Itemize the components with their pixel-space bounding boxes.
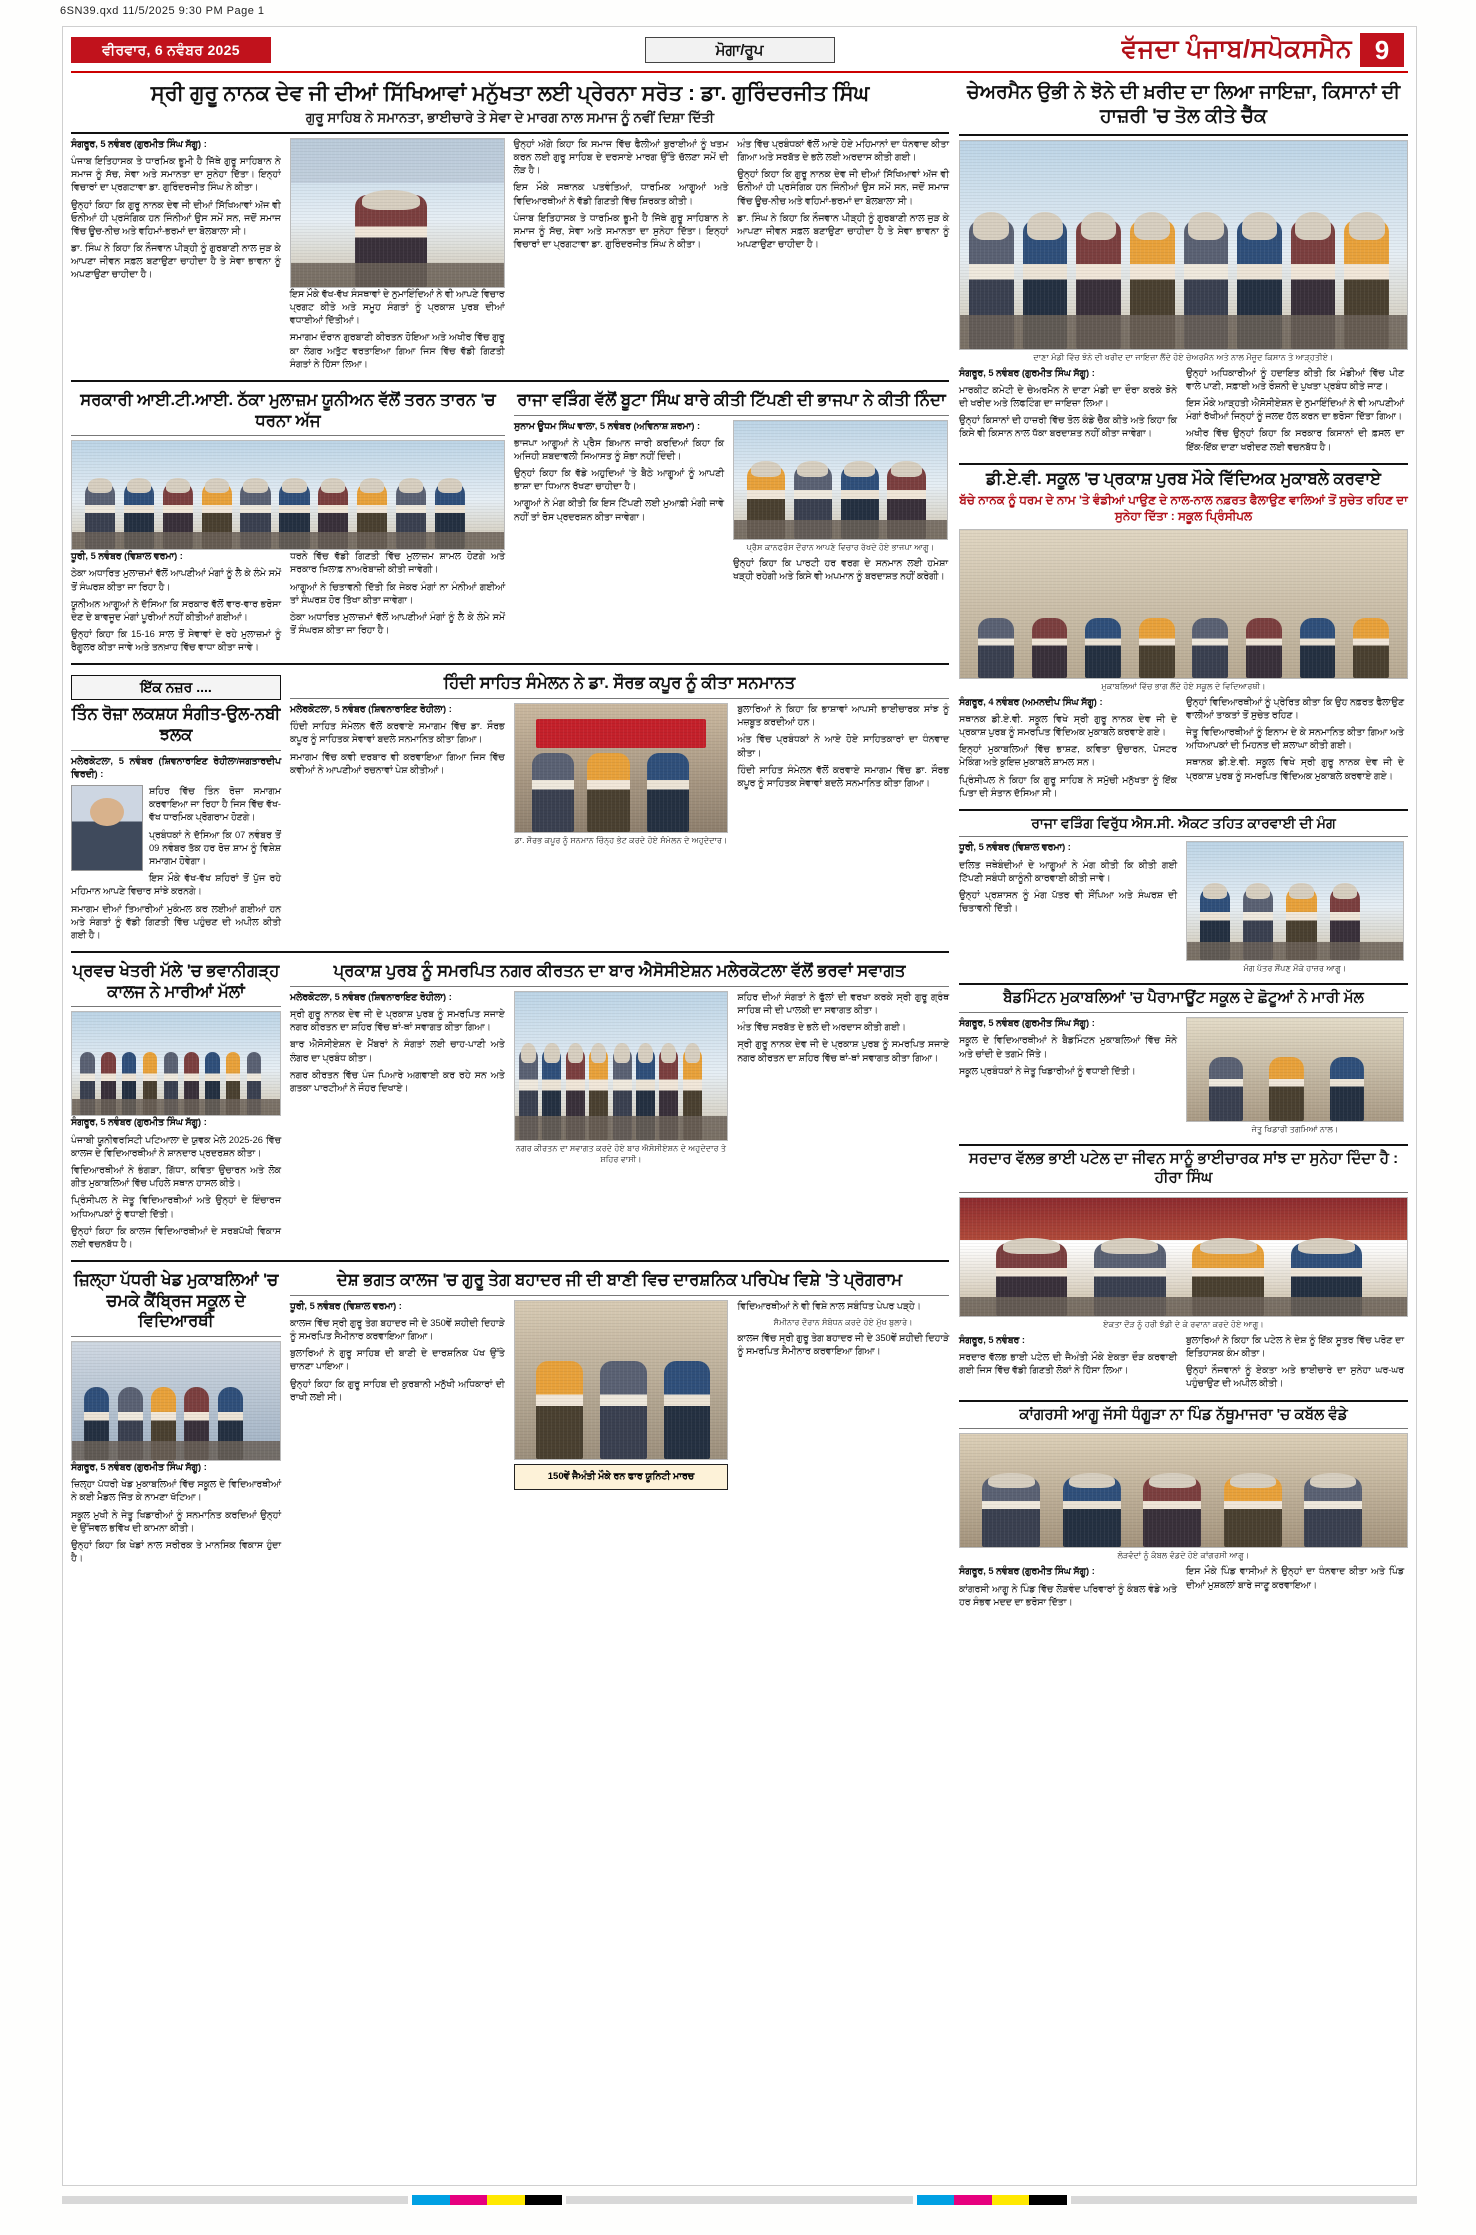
dateline: ਸੰਗਰੂਰ, 4 ਨਵੰਬਰ (ਅਮਨਦੀਪ ਸਿੰਘ ਸੱਗੂ) : bbox=[959, 696, 1103, 707]
story-headline: ਸਰਕਾਰੀ ਆਈ.ਟੀ.ਆਈ. ਠੱਕਾ ਮੁਲਾਜ਼ਮ ਯੂਨੀਅਨ ਵੱਲੋਂ ਤਰਨ ਤਾਰਨ 'ਚ ਧਰਨਾ ਅੱਜ bbox=[80, 390, 496, 430]
paragraph: ਸਕੂਲ ਮੁਖੀ ਨੇ ਜੇਤੂ ਖਿਡਾਰੀਆਂ ਨੂੰ ਸਨਮਾਨਿਤ ਕਰਦਿਆਂ ਉਨ੍ਹਾਂ ਦੇ ਉੱਜਵਲ ਭਵਿੱਖ ਦੀ ਕਾਮਨਾ ਕੀਤੀ। bbox=[71, 1509, 281, 1533]
dateline: ਸੰਗਰੂਰ, 5 ਨਵੰਬਰ (ਗੁਰਮੀਤ ਸਿੰਘ ਸੱਗੂ) : bbox=[959, 1018, 1095, 1029]
photo-caption: ਜੇਤੂ ਖਿਡਾਰੀ ਤਗਮਿਆਂ ਨਾਲ। bbox=[1251, 1125, 1339, 1135]
photo-caption: ਮੰਗ ਪੱਤਰ ਸੌਂਪਣ ਮੌਕੇ ਹਾਜ਼ਰ ਆਗੂ। bbox=[1243, 964, 1347, 974]
paragraph: ਪੰਜਾਬ ਇਤਿਹਾਸਕ ਤੇ ਧਾਰਮਿਕ ਭੂਮੀ ਹੈ ਜਿੱਥੇ ਗੁਰੂ ਸਾਹਿਬਾਨ ਨੇ ਸਮਾਜ ਨੂੰ ਸੱਚ, ਸੇਵਾ ਅਤੇ ਸਮਾਨਤਾ ਦਾ ਸੁਨੇਹਾ ਦਿੱਤਾ। ਇਨ੍ਹਾਂ ਵਿਚਾਰਾਂ ਦਾ ਪ੍ਰਗਟਾਵਾ ਡਾ. ਗੁਰਿੰਦਰਜੀਤ ਸਿੰਘ ਨੇ ਕੀਤਾ। bbox=[513, 212, 729, 250]
page-sheet bbox=[62, 26, 1417, 2186]
paragraph: ਉਨ੍ਹਾਂ ਕਿਹਾ ਕਿ ਗੁਰੂ ਨਾਨਕ ਦੇਵ ਜੀ ਦੀਆਂ ਸਿੱਖਿਆਵਾਂ ਅੱਜ ਵੀ ਓਨੀਆਂ ਹੀ ਪ੍ਰਸੰਗਿਕ ਹਨ ਜਿੰਨੀਆਂ ਉਸ ਸਮੇਂ ਸਨ, ਜਦੋਂ ਸਮਾਜ ਵਿੱਚ ਊਚ-ਨੀਚ ਅਤੇ ਵਹਿਮਾਂ-ਭਰਮਾਂ ਦਾ ਬੋਲਬਾਲਾ ਸੀ। bbox=[71, 199, 281, 236]
paragraph: ਡਾ. ਸਿੰਘ ਨੇ ਕਿਹਾ ਕਿ ਨੌਜਵਾਨ ਪੀੜ੍ਹੀ ਨੂੰ ਗੁਰਬਾਣੀ ਨਾਲ ਜੁੜ ਕੇ ਆਪਣਾ ਜੀਵਨ ਸਫ਼ਲ ਬਣਾਉਣਾ ਚਾਹੀਦਾ ਹੈ ਤੇ ਸੇਵਾ ਭਾਵਨਾ ਨੂੰ ਅਪਣਾਉਣਾ ਚਾਹੀਦਾ ਹੈ। bbox=[71, 243, 281, 280]
paragraph: ਸ਼ਹਿਰ ਵਿੱਚ ਤਿੰਨ ਰੋਜ਼ਾ ਸਮਾਗਮ ਕਰਵਾਇਆ ਜਾ ਰਿਹਾ ਹੈ ਜਿਸ ਵਿੱਚ ਵੱਖ-ਵੱਖ ਧਾਰਮਿਕ ਪ੍ਰੋਗਰਾਮ ਹੋਣਗੇ। bbox=[149, 786, 281, 823]
story-headline: ਦੇਸ਼ ਭਗਤ ਕਾਲਜ 'ਚ ਗੁਰੂ ਤੇਗ ਬਹਾਦਰ ਜੀ ਦੀ ਬਾਣੀ ਵਿਚ ਦਾਰਸ਼ਨਿਕ ਪਰਿਪੇਖ ਵਿਸ਼ੇ 'ਤੇ ਪ੍ਰੋਗਰਾਮ bbox=[336, 1271, 903, 1290]
story-headline: ਹਿੰਦੀ ਸਾਹਿਤ ਸੰਮੇਲਨ ਨੇ ਡਾ. ਸੌਰਭ ਕਪੂਰ ਨੂੰ ਕੀਤਾ ਸਨਮਾਨਤ bbox=[443, 674, 796, 693]
lead-row bbox=[71, 138, 949, 375]
dateline: ਸੰਗਰੂਰ, 5 ਨਵੰਬਰ (ਗੁਰਮੀਤ ਸਿੰਘ ਸੱਗੂ) : bbox=[71, 1461, 207, 1472]
paragraph: ਡਾ. ਸਿੰਘ ਨੇ ਕਿਹਾ ਕਿ ਨੌਜਵਾਨ ਪੀੜ੍ਹੀ ਨੂੰ ਗੁਰਬਾਣੀ ਨਾਲ ਜੁੜ ਕੇ ਆਪਣਾ ਜੀਵਨ ਸਫ਼ਲ ਬਣਾਉਣਾ ਚਾਹੀਦਾ ਹੈ ਤੇ ਸੇਵਾ ਭਾਵਨਾ ਨੂੰ ਅਪਣਾਉਣਾ ਚਾਹੀਦਾ ਹੈ। bbox=[737, 212, 949, 250]
portrait-photo bbox=[71, 785, 143, 871]
paragraph: ਸ੍ਰੀ ਗੁਰੂ ਨਾਨਕ ਦੇਵ ਜੀ ਦੇ ਪ੍ਰਕਾਸ਼ ਪੁਰਬ ਨੂੰ ਸਮਰਪਿਤ ਸਜਾਏ ਨਗਰ ਕੀਰਤਨ ਦਾ ਸ਼ਹਿਰ ਵਿੱਚ ਥਾਂ-ਥਾਂ ਸਵਾਗਤ ਕੀਤਾ ਗਿਆ। bbox=[290, 1008, 505, 1033]
story-raja bbox=[514, 386, 949, 659]
paragraph: ਠੇਕਾ ਅਧਾਰਿਤ ਮੁਲਾਜ਼ਮਾਂ ਵੱਲੋਂ ਆਪਣੀਆਂ ਮੰਗਾਂ ਨੂੰ ਲੈ ਕੇ ਲੰਮੇ ਸਮੇਂ ਤੋਂ ਸੰਘਰਸ਼ ਕੀਤਾ ਜਾ ਰਿਹਾ ਹੈ। bbox=[71, 568, 281, 592]
paragraph: ਇਨ੍ਹਾਂ ਮੁਕਾਬਲਿਆਂ ਵਿੱਚ ਭਾਸ਼ਣ, ਕਵਿਤਾ ਉਚਾਰਨ, ਪੋਸਟਰ ਮੇਕਿੰਗ ਅਤੇ ਕੁਇਜ਼ ਮੁਕਾਬਲੇ ਸ਼ਾਮਲ ਸਨ। bbox=[959, 744, 1177, 768]
photo-caption: ਪ੍ਰੈਸ ਕਾਨਫਰੰਸ ਦੌਰਾਨ ਆਪਣੇ ਵਿਚਾਰ ਰੱਖਦੇ ਹੋਏ ਭਾਜਪਾ ਆਗੂ। bbox=[746, 542, 935, 552]
dateline: ਧੂਰੀ, 5 ਨਵੰਬਰ (ਵਿਸ਼ਾਲ ਵਰਮਾ) : bbox=[71, 551, 183, 562]
story-hindi bbox=[290, 669, 949, 946]
paragraph: ਅਖੀਰ ਵਿੱਚ ਉਨ੍ਹਾਂ ਕਿਹਾ ਕਿ ਸਰਕਾਰ ਕਿਸਾਨਾਂ ਦੀ ਫ਼ਸਲ ਦਾ ਇੱਕ-ਇੱਕ ਦਾਣਾ ਖਰੀਦਣ ਲਈ ਵਚਨਬੱਧ ਹੈ। bbox=[1186, 428, 1404, 452]
paragraph: ਪੰਜਾਬ ਇਤਿਹਾਸਕ ਤੇ ਧਾਰਮਿਕ ਭੂਮੀ ਹੈ ਜਿੱਥੇ ਗੁਰੂ ਸਾਹਿਬਾਨ ਨੇ ਸਮਾਜ ਨੂੰ ਸੱਚ, ਸੇਵਾ ਅਤੇ ਸਮਾਨਤਾ ਦਾ ਸੁਨੇਹਾ ਦਿੱਤਾ। ਇਨ੍ਹਾਂ ਵਿਚਾਰਾਂ ਦਾ ਪ੍ਰਗਟਾਵਾ ਡਾ. ਗੁਰਿੰਦਰਜੀਤ ਸਿੰਘ ਨੇ ਕੀਤਾ। bbox=[71, 155, 281, 193]
story-ito bbox=[71, 386, 505, 659]
paragraph: ਹਿੰਦੀ ਸਾਹਿਤ ਸੰਮੇਲਨ ਵੱਲੋਂ ਕਰਵਾਏ ਸਮਾਗਮ ਵਿੱਚ ਡਾ. ਸੌਰਭ ਕਪੂਰ ਨੂੰ ਸਾਹਿਤਕ ਸੇਵਾਵਾਂ ਬਦਲੇ ਸਨਮਾਨਿਤ ਕੀਤਾ ਗਿਆ। bbox=[737, 764, 950, 789]
cmyk-bar bbox=[412, 2195, 562, 2205]
story-headline: ਤਿੰਨ ਰੋਜ਼ਾ ਲਕਸ਼ਯ ਸੰਗੀਤ-ਉਲ-ਨਬੀ ਝਲਕ bbox=[71, 705, 281, 745]
left-block bbox=[71, 77, 949, 2162]
paragraph: ਇਸ ਮੌਕੇ ਸਥਾਨਕ ਪਤਵੰਤਿਆਂ, ਧਾਰਮਿਕ ਆਗੂਆਂ ਅਤੇ ਵਿਦਿਆਰਥੀਆਂ ਨੇ ਵੱਡੀ ਗਿਣਤੀ ਵਿੱਚ ਸ਼ਿਰਕਤ ਕੀਤੀ। bbox=[513, 182, 729, 206]
paragraph: ਧਰਨੇ ਵਿੱਚ ਵੱਡੀ ਗਿਣਤੀ ਵਿੱਚ ਮੁਲਾਜ਼ਮ ਸ਼ਾਮਲ ਹੋਣਗੇ ਅਤੇ ਸਰਕਾਰ ਖ਼ਿਲਾਫ਼ ਨਾਅਰੇਬਾਜ਼ੀ ਕੀਤੀ ਜਾਵੇਗੀ। bbox=[290, 551, 505, 575]
paragraph: ਸਕੂਲ ਦੇ ਵਿਦਿਆਰਥੀਆਂ ਨੇ ਬੈਡਮਿੰਟਨ ਮੁਕਾਬਲਿਆਂ ਵਿੱਚ ਸੋਨੇ ਅਤੇ ਚਾਂਦੀ ਦੇ ਤਗਮੇ ਜਿੱਤੇ। bbox=[959, 1035, 1177, 1059]
paragraph: ਉਨ੍ਹਾਂ ਕਿਹਾ ਕਿ ਕਾਲਜ ਵਿਦਿਆਰਥੀਆਂ ਦੇ ਸਰਬਪੱਖੀ ਵਿਕਾਸ ਲਈ ਵਚਨਬੱਧ ਹੈ। bbox=[71, 1225, 281, 1249]
photo-caption: ਏਕਤਾ ਦੌੜ ਨੂੰ ਹਰੀ ਝੰਡੀ ਦੇ ਕੇ ਰਵਾਨਾ ਕਰਦੇ ਹੋਏ ਆਗੂ। bbox=[1103, 1319, 1264, 1329]
paragraph: ਉਨ੍ਹਾਂ ਕਿਹਾ ਕਿ 15-16 ਸਾਲ ਤੋਂ ਸੇਵਾਵਾਂ ਦੇ ਰਹੇ ਮੁਲਾਜ਼ਮਾਂ ਨੂੰ ਰੈਗੂਲਰ ਕੀਤਾ ਜਾਵੇ ਅਤੇ ਤਨਖ਼ਾਹ ਵਿੱਚ ਵਾਧਾ ਕੀਤਾ ਜਾਵੇ। bbox=[71, 629, 281, 653]
paragraph: ਅੰਤ ਵਿੱਚ ਸਰਬੱਤ ਦੇ ਭਲੇ ਦੀ ਅਰਦਾਸ ਕੀਤੀ ਗਈ। bbox=[737, 1022, 906, 1033]
print-registration-strip bbox=[62, 2193, 1417, 2207]
raja-photo bbox=[733, 420, 948, 540]
chairman-headline: ਚੇਅਰਮੈਨ ਉਭੀ ਨੇ ਝੋਨੇ ਦੀ ਖ਼ਰੀਦ ਦਾ ਲਿਆ ਜਾਇਜ਼ਾ, ਕਿਸਾਨਾਂ ਦੀ ਹਾਜ਼ਰੀ 'ਚ ਤੋਲ ਕੀਤੇ ਚੈੱਕ bbox=[966, 82, 1401, 127]
paragraph: ਵਿਦਿਆਰਥੀਆਂ ਨੇ ਵੀ ਵਿਸ਼ੇ ਨਾਲ ਸਬੰਧਿਤ ਪੇਪਰ ਪੜ੍ਹੇ। bbox=[737, 1300, 921, 1311]
paragraph: ਜੇਤੂ ਵਿਦਿਆਰਥੀਆਂ ਨੂੰ ਇਨਾਮ ਦੇ ਕੇ ਸਨਮਾਨਿਤ ਕੀਤਾ ਗਿਆ ਅਤੇ ਅਧਿਆਪਕਾਂ ਦੀ ਮਿਹਨਤ ਦੀ ਸ਼ਲਾਘਾ ਕੀਤੀ ਗਈ। bbox=[1186, 726, 1404, 751]
paragraph: ਇਸ ਮੌਕੇ ਆੜ੍ਹਤੀ ਐਸੋਸੀਏਸ਼ਨ ਦੇ ਨੁਮਾਇੰਦਿਆਂ ਨੇ ਵੀ ਆਪਣੀਆਂ ਮੰਗਾਂ ਰੱਖੀਆਂ ਜਿਨ੍ਹਾਂ ਨੂੰ ਜਲਦ ਹੱਲ ਕਰਨ ਦਾ ਭਰੋਸਾ ਦਿੱਤਾ ਗਿਆ। bbox=[1186, 397, 1404, 422]
dateline: ਮਲੇਰਕੋਟਲਾ, 5 ਨਵੰਬਰ (ਸ਼ਿਵਨਾਰਾਇਣ ਰੋਹੀਲਾ) : bbox=[290, 704, 452, 715]
paragraph: ਉਨ੍ਹਾਂ ਅੱਗੇ ਕਿਹਾ ਕਿ ਸਮਾਜ ਵਿੱਚ ਫੈਲੀਆਂ ਬੁਰਾਈਆਂ ਨੂੰ ਖਤਮ ਕਰਨ ਲਈ ਗੁਰੂ ਸਾਹਿਬ ਦੇ ਦਰਸਾਏ ਮਾਰਗ ਉੱਤੇ ਚੱਲਣਾ ਸਮੇਂ ਦੀ ਲੋੜ ਹੈ। bbox=[513, 138, 729, 176]
photo-caption: ਮੁਕਾਬਲਿਆਂ ਵਿੱਚ ਭਾਗ ਲੈਂਦੇ ਹੋਏ ਸਕੂਲ ਦੇ ਵਿਦਿਆਰਥੀ। bbox=[1101, 681, 1266, 691]
lead-photo bbox=[290, 138, 505, 288]
paragraph: ਮਾਰਕੀਟ ਕਮੇਟੀ ਦੇ ਚੇਅਰਮੈਨ ਨੇ ਦਾਣਾ ਮੰਡੀ ਦਾ ਦੌਰਾ ਕਰਕੇ ਝੋਨੇ ਦੀ ਖਰੀਦ ਅਤੇ ਲਿਫਟਿੰਗ ਦਾ ਜਾਇਜ਼ਾ ਲਿਆ। bbox=[959, 384, 1177, 408]
photo-caption: ਲੋੜਵੰਦਾਂ ਨੂੰ ਕੰਬਲ ਵੰਡਦੇ ਹੋਏ ਕਾਂਗਰਸੀ ਆਗੂ। bbox=[1117, 1551, 1250, 1561]
photo-caption: ਡਾ. ਸੌਰਭ ਕਪੂਰ ਨੂੰ ਸਨਮਾਨ ਚਿੰਨ੍ਹ ਭੇਟ ਕਰਦੇ ਹੋਏ ਸੰਮੇਲਨ ਦੇ ਅਹੁਦੇਦਾਰ। bbox=[514, 836, 728, 846]
story-college-admission bbox=[71, 957, 281, 1255]
lead-subhead: ਗੁਰੂ ਸਾਹਿਬ ਨੇ ਸਮਾਨਤਾ, ਭਾਈਚਾਰੇ ਤੇ ਸੇਵਾ ਦੇ ਮਾਰਗ ਨਾਲ ਸਮਾਜ ਨੂੰ ਨਵੀਂ ਦਿਸ਼ਾ ਦਿੱਤੀ bbox=[305, 110, 715, 126]
column-3 bbox=[514, 138, 729, 375]
row-four bbox=[71, 957, 949, 1255]
paragraph: ਬੁਲਾਰਿਆਂ ਨੇ ਕਿਹਾ ਕਿ ਭਾਸ਼ਾਵਾਂ ਆਪਸੀ ਭਾਈਚਾਰਕ ਸਾਂਝ ਨੂੰ ਮਜ਼ਬੂਤ ਕਰਦੀਆਂ ਹਨ। bbox=[737, 704, 950, 728]
paragraph: ਉਨ੍ਹਾਂ ਕਿਹਾ ਕਿ ਵੱਡੇ ਅਹੁਦਿਆਂ 'ਤੇ ਬੈਠੇ ਆਗੂਆਂ ਨੂੰ ਆਪਣੀ ਭਾਸ਼ਾ ਦਾ ਧਿਆਨ ਰੱਖਣਾ ਚਾਹੀਦਾ ਹੈ। bbox=[514, 468, 724, 492]
badminton-headline: ਬੈਡਮਿੰਟਨ ਮੁਕਾਬਲਿਆਂ 'ਚ ਪੈਰਾਮਾਊਂਟ ਸਕੂਲ ਦੇ ਛੋਟੂਆਂ ਨੇ ਮਾਰੀ ਮੱਲ bbox=[1003, 989, 1364, 1007]
issue-date: ਵੀਰਵਾਰ, 6 ਨਵੰਬਰ 2025 bbox=[71, 37, 271, 63]
registration-bar bbox=[1071, 2196, 1417, 2204]
ek-nazar-banner: ਇੱਕ ਨਜ਼ਰ .... bbox=[71, 675, 281, 700]
brand-title: ਵੱਜਦਾ ਪੰਜਾਬ/ਸਪੋਕਸਮੈਨ bbox=[1121, 35, 1352, 63]
paragraph: ਵਿਦਿਆਰਥੀਆਂ ਨੇ ਭੰਗੜਾ, ਗਿੱਧਾ, ਕਵਿਤਾ ਉਚਾਰਨ ਅਤੇ ਲੋਕ ਗੀਤ ਮੁਕਾਬਲਿਆਂ ਵਿੱਚ ਪਹਿਲੇ ਸਥਾਨ ਹਾਸਲ ਕੀਤੇ। bbox=[71, 1164, 281, 1189]
dateline: ਧੂਰੀ, 5 ਨਵੰਬਰ (ਵਿਸ਼ਾਲ ਵਰਮਾ) : bbox=[290, 1300, 402, 1311]
masthead bbox=[71, 33, 1408, 73]
paragraph: ਸਮਾਗਮ ਦੌਰਾਨ ਗੁਰਬਾਣੀ ਕੀਰਤਨ ਹੋਇਆ ਅਤੇ ਅਖੀਰ ਵਿੱਚ ਗੁਰੂ ਕਾ ਲੰਗਰ ਅਤੁੱਟ ਵਰਤਾਇਆ ਗਿਆ ਜਿਸ ਵਿੱਚ ਵੱਡੀ ਗਿਣਤੀ ਸੰਗਤਾਂ ਨੇ ਹਿੱਸਾ ਲਿਆ। bbox=[289, 332, 505, 369]
photo-caption: ਨਗਰ ਕੀਰਤਨ ਦਾ ਸਵਾਗਤ ਕਰਦੇ ਹੋਏ ਬਾਰ ਐਸੋਸੀਏਸ਼ਨ ਦੇ ਅਹੁਦੇਦਾਰ ਤੇ ਸ਼ਹਿਰ ਵਾਸੀ। bbox=[515, 1143, 727, 1164]
registration-bar bbox=[62, 2196, 408, 2204]
photo-caption: ਸੈਮੀਨਾਰ ਦੌਰਾਨ ਸੰਬੋਧਨ ਕਰਦੇ ਹੋਏ ਮੁੱਖ ਬੁਲਾਰੇ। bbox=[773, 1317, 913, 1327]
paragraph: ਉਨ੍ਹਾਂ ਕਿਹਾ ਕਿ ਗੁਰੂ ਸਾਹਿਬ ਦੀ ਕੁਰਬਾਨੀ ਮਨੁੱਖੀ ਅਧਿਕਾਰਾਂ ਦੀ ਰਾਖੀ ਲਈ ਸੀ। bbox=[290, 1378, 505, 1402]
dateline: ਮਲੇਰਕੋਟਲਾ, 5 ਨਵੰਬਰ (ਸ਼ਿਵਨਾਰਾਇਣ ਰੋਹੀਲਾ/ਜਗਤਾਰਦੀਪ ਵਿਰਦੀ) : bbox=[71, 755, 281, 779]
paragraph: ਉਨ੍ਹਾਂ ਕਿਹਾ ਕਿ ਪਾਰਟੀ ਹਰ ਵਰਗ ਦੇ ਸਨਮਾਨ ਲਈ ਹਮੇਸ਼ਾ ਖੜ੍ਹੀ ਰਹੇਗੀ ਅਤੇ ਕਿਸੇ ਵੀ ਅਪਮਾਨ ਨੂੰ ਬਰਦਾਸ਼ਤ ਨਹੀਂ ਕਰੇਗੀ। bbox=[733, 557, 948, 581]
paragraph: ਦਲਿਤ ਜਥੇਬੰਦੀਆਂ ਦੇ ਆਗੂਆਂ ਨੇ ਮੰਗ ਕੀਤੀ ਕਿ ਕੀਤੀ ਗਈ ਟਿੱਪਣੀ ਸਬੰਧੀ ਕਾਨੂੰਨੀ ਕਾਰਵਾਈ ਕੀਤੀ ਜਾਵੇ। bbox=[959, 859, 1177, 883]
dateline: ਧੂਰੀ, 5 ਨਵੰਬਰ (ਵਿਸ਼ਾਲ ਵਰਮਾ) : bbox=[959, 842, 1071, 853]
dav-headline: ਡੀ.ਏ.ਵੀ. ਸਕੂਲ 'ਚ ਪ੍ਰਕਾਸ਼ ਪੁਰਬ ਮੌਕੇ ਵਿੱਦਿਅਕ ਮੁਕਾਬਲੇ ਕਰਵਾਏ bbox=[985, 469, 1382, 488]
print-header: 6SN39.qxd 11/5/2025 9:30 PM Page 1 bbox=[60, 5, 265, 17]
kabaddi-photo bbox=[71, 1341, 281, 1461]
vet-headline: ਰਾਜਾ ਵੜਿੰਗ ਵਿਰੁੱਧ ਐਸ.ਸੀ. ਐਕਟ ਤਹਿਤ ਕਾਰਵਾਈ ਦੀ ਮੰਗ bbox=[1031, 814, 1336, 831]
paragraph: ਸਮਾਗਮ ਦੀਆਂ ਤਿਆਰੀਆਂ ਮੁਕੰਮਲ ਕਰ ਲਈਆਂ ਗਈਆਂ ਹਨ ਅਤੇ ਸੰਗਤਾਂ ਨੂੰ ਵੱਡੀ ਗਿਣਤੀ ਵਿੱਚ ਪਹੁੰਚਣ ਦੀ ਅਪੀਲ ਕੀਤੀ ਗਈ ਹੈ। bbox=[71, 903, 281, 940]
paragraph: ਕਾਂਗਰਸੀ ਆਗੂ ਨੇ ਪਿੰਡ ਵਿੱਚ ਲੋੜਵੰਦ ਪਰਿਵਾਰਾਂ ਨੂੰ ਕੰਬਲ ਵੰਡੇ ਅਤੇ ਹਰ ਸੰਭਵ ਮਦਦ ਦਾ ਭਰੋਸਾ ਦਿੱਤਾ। bbox=[959, 1583, 1177, 1607]
paragraph: ਸਥਾਨਕ ਡੀ.ਏ.ਵੀ. ਸਕੂਲ ਵਿਖੇ ਸ੍ਰੀ ਗੁਰੂ ਨਾਨਕ ਦੇਵ ਜੀ ਦੇ ਪ੍ਰਕਾਸ਼ ਪੁਰਬ ਨੂੰ ਸਮਰਪਿਤ ਵਿੱਦਿਅਕ ਮੁਕਾਬਲੇ ਕਰਵਾਏ ਗਏ। bbox=[1186, 757, 1404, 781]
paragraph: ਯੂਨੀਅਨ ਆਗੂਆਂ ਨੇ ਦੱਸਿਆ ਕਿ ਸਰਕਾਰ ਵੱਲੋਂ ਵਾਰ-ਵਾਰ ਭਰੋਸਾ ਦੇਣ ਦੇ ਬਾਵਜੂਦ ਮੰਗਾਂ ਪੂਰੀਆਂ ਨਹੀਂ ਕੀਤੀਆਂ ਗਈਆਂ। bbox=[71, 598, 281, 622]
paragraph: ਸਕੂਲ ਪ੍ਰਬੰਧਕਾਂ ਨੇ ਜੇਤੂ ਖਿਡਾਰੀਆਂ ਨੂੰ ਵਧਾਈ ਦਿੱਤੀ। bbox=[959, 1065, 1136, 1076]
page-number: 9 bbox=[1360, 33, 1404, 67]
dateline: ਸੰਗਰੂਰ, 5 ਨਵੰਬਰ (ਗੁਰਮੀਤ ਸਿੰਘ ਸੱਗੂ) : bbox=[959, 367, 1095, 378]
column-4 bbox=[737, 138, 949, 375]
chairman-photo bbox=[959, 140, 1408, 350]
paragraph: ਕਾਲਜ ਵਿੱਚ ਸ੍ਰੀ ਗੁਰੂ ਤੇਗ ਬਹਾਦਰ ਜੀ ਦੇ 350ਵੇਂ ਸ਼ਹੀਦੀ ਦਿਹਾੜੇ ਨੂੰ ਸਮਰਪਿਤ ਸੈਮੀਨਾਰ ਕਰਵਾਇਆ ਗਿਆ। bbox=[290, 1317, 505, 1342]
column-2 bbox=[290, 138, 505, 375]
vet-photo bbox=[1186, 841, 1404, 961]
paragraph: ਬਾਰ ਐਸੋਸੀਏਸ਼ਨ ਦੇ ਮੈਂਬਰਾਂ ਨੇ ਸੰਗਤਾਂ ਲਈ ਚਾਹ-ਪਾਣੀ ਅਤੇ ਲੰਗਰ ਦਾ ਪ੍ਰਬੰਧ ਕੀਤਾ। bbox=[290, 1039, 505, 1063]
registration-bar bbox=[566, 2196, 912, 2204]
paragraph: ਪ੍ਰਿੰਸੀਪਲ ਨੇ ਜੇਤੂ ਵਿਦਿਆਰਥੀਆਂ ਅਤੇ ਉਨ੍ਹਾਂ ਦੇ ਇੰਚਾਰਜ ਅਧਿਆਪਕਾਂ ਨੂੰ ਵਧਾਈ ਦਿੱਤੀ। bbox=[71, 1195, 281, 1219]
paragraph: ਆਗੂਆਂ ਨੇ ਚਿਤਾਵਨੀ ਦਿੱਤੀ ਕਿ ਜੇਕਰ ਮੰਗਾਂ ਨਾ ਮੰਨੀਆਂ ਗਈਆਂ ਤਾਂ ਸੰਘਰਸ਼ ਹੋਰ ਤਿੱਖਾ ਕੀਤਾ ਜਾਵੇਗਾ। bbox=[290, 581, 505, 605]
paragraph: ਆਗੂਆਂ ਨੇ ਮੰਗ ਕੀਤੀ ਕਿ ਇਸ ਟਿੱਪਣੀ ਲਈ ਮੁਆਫ਼ੀ ਮੰਗੀ ਜਾਵੇ ਨਹੀਂ ਤਾਂ ਰੋਸ ਪ੍ਰਦਰਸ਼ਨ ਕੀਤਾ ਜਾਵੇਗਾ। bbox=[514, 498, 724, 522]
paragraph: ਇਸ ਮੌਕੇ ਵੱਖ-ਵੱਖ ਸੰਸਥਾਵਾਂ ਦੇ ਨੁਮਾਇੰਦਿਆਂ ਨੇ ਵੀ ਆਪਣੇ ਵਿਚਾਰ ਪ੍ਰਗਟ ਕੀਤੇ ਅਤੇ ਸਮੂਹ ਸੰਗਤਾਂ ਨੂੰ ਪ੍ਰਕਾਸ਼ ਪੁਰਬ ਦੀਆਂ ਵਧਾਈਆਂ ਦਿੱਤੀਆਂ। bbox=[289, 288, 505, 326]
paragraph: ਉਨ੍ਹਾਂ ਨੌਜਵਾਨਾਂ ਨੂੰ ਏਕਤਾ ਅਤੇ ਭਾਈਚਾਰੇ ਦਾ ਸੁਨੇਹਾ ਘਰ-ਘਰ ਪਹੁੰਚਾਉਣ ਦੀ ਅਪੀਲ ਕੀਤੀ। bbox=[1186, 1365, 1404, 1389]
dav-subhead: ਬੱਚੇ ਨਾਨਕ ਨੂੰ ਧਰਮ ਦੇ ਨਾਮ 'ਤੇ ਵੰਡੀਆਂ ਪਾਉਣ ਦੇ ਨਾਲ-ਨਾਲ ਨਫ਼ਰਤ ਫੈਲਾਉਣ ਵਾਲਿਆਂ ਤੋਂ ਸੁਚੇਤ ਰਹਿਣ ਦਾ ਸੁਨੇਹਾ ਦਿੱਤਾ : ਸਕੂਲ ਪ੍ਰਿੰਸੀਪਲ bbox=[959, 493, 1408, 523]
story-headline: ਪ੍ਰਕਾਸ਼ ਪੁਰਬ ਨੂੰ ਸਮਰਪਿਤ ਨਗਰ ਕੀਰਤਨ ਦਾ ਬਾਰ ਐਸੋਸੀਏਸ਼ਨ ਮਲੇਰਕੋਟਲਾ ਵੱਲੋਂ ਭਰਵਾਂ ਸਵਾਗਤ bbox=[333, 962, 906, 981]
story-college bbox=[71, 669, 281, 946]
paragraph: ਸਰਦਾਰ ਵੱਲਭ ਭਾਈ ਪਟੇਲ ਦੀ ਜੈਅੰਤੀ ਮੌਕੇ ਏਕਤਾ ਦੌੜ ਕਰਵਾਈ ਗਈ ਜਿਸ ਵਿੱਚ ਵੱਡੀ ਗਿਣਤੀ ਲੋਕਾਂ ਨੇ ਹਿੱਸਾ ਲਿਆ। bbox=[959, 1352, 1177, 1376]
paragraph: ਉਨ੍ਹਾਂ ਕਿਹਾ ਕਿ ਖੇਡਾਂ ਨਾਲ ਸਰੀਰਕ ਤੇ ਮਾਨਸਿਕ ਵਿਕਾਸ ਹੁੰਦਾ ਹੈ। bbox=[71, 1539, 281, 1564]
nagar-kirtan-photo bbox=[514, 991, 729, 1141]
badminton-photo bbox=[1186, 1017, 1404, 1122]
paragraph: ਹਿੰਦੀ ਸਾਹਿਤ ਸੰਮੇਲਨ ਵੱਲੋਂ ਕਰਵਾਏ ਸਮਾਗਮ ਵਿੱਚ ਡਾ. ਸੌਰਭ ਕਪੂਰ ਨੂੰ ਸਾਹਿਤਕ ਸੇਵਾਵਾਂ ਬਦਲੇ ਸਨਮਾਨਿਤ ਕੀਤਾ ਗਿਆ। bbox=[290, 721, 505, 745]
paragraph: ਸਮਾਗਮ ਵਿੱਚ ਕਵੀ ਦਰਬਾਰ ਵੀ ਕਰਵਾਇਆ ਗਿਆ ਜਿਸ ਵਿੱਚ ਕਵੀਆਂ ਨੇ ਆਪਣੀਆਂ ਰਚਨਾਵਾਂ ਪੇਸ਼ ਕੀਤੀਆਂ। bbox=[290, 751, 505, 775]
cmyk-bar bbox=[917, 2195, 1067, 2205]
paragraph: ਪੰਜਾਬੀ ਯੂਨੀਵਰਸਿਟੀ ਪਟਿਆਲਾ ਦੇ ਯੁਵਕ ਮੇਲੇ 2025-26 ਵਿੱਚ ਕਾਲਜ ਦੇ ਵਿਦਿਆਰਥੀਆਂ ਨੇ ਸ਼ਾਨਦਾਰ ਪ੍ਰਦਰਸ਼ਨ ਕੀਤਾ। bbox=[71, 1134, 281, 1158]
paragraph: ਨਗਰ ਕੀਰਤਨ ਵਿੱਚ ਪੰਜ ਪਿਆਰੇ ਅਗਵਾਈ ਕਰ ਰਹੇ ਸਨ ਅਤੇ ਗਤਕਾ ਪਾਰਟੀਆਂ ਨੇ ਜੌਹਰ ਦਿਖਾਏ। bbox=[290, 1069, 505, 1093]
hindi-photo bbox=[514, 703, 729, 833]
paragraph: ਸਥਾਨਕ ਡੀ.ਏ.ਵੀ. ਸਕੂਲ ਵਿਖੇ ਸ੍ਰੀ ਗੁਰੂ ਨਾਨਕ ਦੇਵ ਜੀ ਦੇ ਪ੍ਰਕਾਸ਼ ਪੁਰਬ ਨੂੰ ਸਮਰਪਿਤ ਵਿੱਦਿਅਕ ਮੁਕਾਬਲੇ ਕਰਵਾਏ ਗਏ। bbox=[959, 713, 1177, 737]
paragraph: ਜ਼ਿਲ੍ਹਾ ਪੱਧਰੀ ਖੇਡ ਮੁਕਾਬਲਿਆਂ ਵਿੱਚ ਸਕੂਲ ਦੇ ਵਿਦਿਆਰਥੀਆਂ ਨੇ ਕਈ ਮੈਡਲ ਜਿੱਤ ਕੇ ਨਾਮਣਾ ਖੱਟਿਆ। bbox=[71, 1479, 281, 1503]
story-headline: ਰਾਜਾ ਵੜਿੰਗ ਵੱਲੋਂ ਬੂਟਾ ਸਿੰਘ ਬਾਰੇ ਕੀਤੀ ਟਿੱਪਣੀ ਦੀ ਭਾਜਪਾ ਨੇ ਕੀਤੀ ਨਿੰਦਾ bbox=[517, 390, 946, 409]
paragraph: ਇਸ ਮੌਕੇ ਪਿੰਡ ਵਾਸੀਆਂ ਨੇ ਉਨ੍ਹਾਂ ਦਾ ਧੰਨਵਾਦ ਕੀਤਾ ਅਤੇ ਪਿੰਡ ਦੀਆਂ ਮੁਸ਼ਕਲਾਂ ਬਾਰੇ ਜਾਣੂ ਕਰਵਾਇਆ। bbox=[1186, 1566, 1404, 1590]
story-headline: ਪ੍ਰਵਚ ਖੇਤਰੀ ਮੱਲੇ 'ਚ ਭਵਾਨੀਗੜ੍ਹ ਕਾਲਜ ਨੇ ਮਾਰੀਆਂ ਮੱਲਾਂ bbox=[72, 962, 280, 1001]
story-nagar-kirtan bbox=[290, 957, 949, 1255]
paragraph: ਸ੍ਰੀ ਗੁਰੂ ਨਾਨਕ ਦੇਵ ਜੀ ਦੇ ਪ੍ਰਕਾਸ਼ ਪੁਰਬ ਨੂੰ ਸਮਰਪਿਤ ਸਜਾਏ ਨਗਰ ਕੀਰਤਨ ਦਾ ਸ਼ਹਿਰ ਵਿੱਚ ਥਾਂ-ਥਾਂ ਸਵਾਗਤ ਕੀਤਾ ਗਿਆ। bbox=[737, 1039, 950, 1063]
photo-caption: ਦਾਣਾ ਮੰਡੀ ਵਿੱਚ ਝੋਨੇ ਦੀ ਖਰੀਦ ਦਾ ਜਾਇਜ਼ਾ ਲੈਂਦੇ ਹੋਏ ਚੇਅਰਮੈਨ ਅਤੇ ਨਾਲ ਮੌਜੂਦ ਕਿਸਾਨ ਤੇ ਆੜ੍ਹਤੀਏ। bbox=[1033, 352, 1334, 362]
dateline: ਸੰਗਰੂਰ, 5 ਨਵੰਬਰ (ਗੁਰਮੀਤ ਸਿੰਘ ਸੱਗੂ) : bbox=[71, 138, 207, 149]
paragraph: ਉਨ੍ਹਾਂ ਪ੍ਰਸ਼ਾਸਨ ਨੂੰ ਮੰਗ ਪੱਤਰ ਵੀ ਸੌਂਪਿਆ ਅਤੇ ਸੰਘਰਸ਼ ਦੀ ਚਿਤਾਵਨੀ ਦਿੱਤੀ। bbox=[959, 889, 1177, 914]
desh-bhagat-photo bbox=[514, 1300, 729, 1460]
quote-banner: 150ਵੇਂ ਜੈਅੰਤੀ ਮੌਕੇ ਰਨ ਫਾਰ ਯੂਨਿਟੀ ਮਾਰਚ bbox=[547, 1470, 695, 1482]
ito-photo bbox=[71, 440, 505, 550]
story-kabaddi bbox=[71, 1266, 281, 1569]
paragraph: ਬੁਲਾਰਿਆਂ ਨੇ ਗੁਰੂ ਸਾਹਿਬ ਦੀ ਬਾਣੀ ਦੇ ਦਾਰਸ਼ਨਿਕ ਪੱਖ ਉੱਤੇ ਚਾਨਣਾ ਪਾਇਆ। bbox=[290, 1348, 505, 1372]
right-block bbox=[959, 77, 1408, 2162]
dateline: ਸੰਗਰੂਰ, 5 ਨਵੰਬਰ : bbox=[959, 1334, 1025, 1345]
column-1 bbox=[71, 138, 281, 375]
patel-headline: ਸਰਦਾਰ ਵੱਲਭ ਭਾਈ ਪਟੇਲ ਦਾ ਜੀਵਨ ਸਾਨੂੰ ਭਾਈਚਾਰਕ ਸਾਂਝ ਦਾ ਸੁਨੇਹਾ ਦਿੰਦਾ ਹੈ : ਹੀਰਾ ਸਿੰਘ bbox=[968, 1150, 1399, 1186]
story-headline: ਜ਼ਿਲ੍ਹਾ ਪੱਧਰੀ ਖੇਡ ਮੁਕਾਬਲਿਆਂ 'ਚ ਚਮਕੇ ਕੈਂਬ੍ਰਿਜ ਸਕੂਲ ਦੇ ਵਿਦਿਆਰਥੀ bbox=[73, 1271, 279, 1331]
row-five bbox=[71, 1266, 949, 1569]
paragraph: ਅੰਤ ਵਿੱਚ ਪ੍ਰਬੰਧਕਾਂ ਨੇ ਆਏ ਹੋਏ ਸਾਹਿਤਕਾਰਾਂ ਦਾ ਧੰਨਵਾਦ ਕੀਤਾ। bbox=[737, 734, 950, 758]
paragraph: ਇਸ ਮੌਕੇ ਵੱਖ-ਵੱਖ ਸ਼ਹਿਰਾਂ ਤੋਂ ਪੁੱਜ ਰਹੇ ਮਹਿਮਾਨ ਆਪਣੇ ਵਿਚਾਰ ਸਾਂਝੇ ਕਰਨਗੇ। bbox=[71, 873, 281, 897]
paragraph: ਭਾਜਪਾ ਆਗੂਆਂ ਨੇ ਪ੍ਰੈਸ ਬਿਆਨ ਜਾਰੀ ਕਰਦਿਆਂ ਕਿਹਾ ਕਿ ਅਜਿਹੀ ਸ਼ਬਦਾਵਲੀ ਸਿਆਸਤ ਨੂੰ ਸ਼ੋਭਾ ਨਹੀਂ ਦਿੰਦੀ। bbox=[514, 437, 724, 461]
paragraph: ਉਨ੍ਹਾਂ ਅਧਿਕਾਰੀਆਂ ਨੂੰ ਹਦਾਇਤ ਕੀਤੀ ਕਿ ਮੰਡੀਆਂ ਵਿੱਚ ਪੀਣ ਵਾਲੇ ਪਾਣੀ, ਸਫ਼ਾਈ ਅਤੇ ਰੌਸ਼ਨੀ ਦੇ ਪੁਖਤਾ ਪ੍ਰਬੰਧ ਕੀਤੇ ਜਾਣ। bbox=[1186, 367, 1404, 391]
dateline: ਮਲੇਰਕੋਟਲਾ, 5 ਨਵੰਬਰ (ਸ਼ਿਵਨਾਰਾਇਣ ਰੋਹੀਲਾ) : bbox=[290, 991, 452, 1002]
patel-photo bbox=[959, 1197, 1408, 1317]
paragraph: ਉਨ੍ਹਾਂ ਵਿਦਿਆਰਥੀਆਂ ਨੂੰ ਪ੍ਰੇਰਿਤ ਕੀਤਾ ਕਿ ਉਹ ਨਫ਼ਰਤ ਫੈਲਾਉਣ ਵਾਲੀਆਂ ਤਾਕਤਾਂ ਤੋਂ ਸੁਚੇਤ ਰਹਿਣ। bbox=[1186, 696, 1404, 720]
congress-photo bbox=[959, 1433, 1408, 1548]
college-photo bbox=[71, 1011, 281, 1116]
edition-label: ਮੋਗਾ/ਰੂਪ bbox=[645, 37, 835, 63]
congress-headline: ਕਾਂਗਰਸੀ ਆਗੂ ਜੱਸੀ ਧੰਗੂੜਾ ਨਾ ਪਿੰਡ ਨੱਥੂਮਾਜਰਾ 'ਚ ਕਬੱਲ ਵੰਡੇ bbox=[1019, 1405, 1348, 1423]
paragraph: ਉਨ੍ਹਾਂ ਕਿਸਾਨਾਂ ਦੀ ਹਾਜ਼ਰੀ ਵਿੱਚ ਤੋਲ ਕੰਡੇ ਚੈੱਕ ਕੀਤੇ ਅਤੇ ਕਿਹਾ ਕਿ ਕਿਸੇ ਵੀ ਕਿਸਾਨ ਨਾਲ ਧੱਕਾ ਬਰਦਾਸ਼ਤ ਨਹੀਂ ਕੀਤਾ ਜਾਵੇਗਾ। bbox=[959, 415, 1177, 439]
page-columns bbox=[71, 77, 1408, 2162]
paragraph: ਉਨ੍ਹਾਂ ਕਿਹਾ ਕਿ ਗੁਰੂ ਨਾਨਕ ਦੇਵ ਜੀ ਦੀਆਂ ਸਿੱਖਿਆਵਾਂ ਅੱਜ ਵੀ ਓਨੀਆਂ ਹੀ ਪ੍ਰਸੰਗਿਕ ਹਨ ਜਿੰਨੀਆਂ ਉਸ ਸਮੇਂ ਸਨ, ਜਦੋਂ ਸਮਾਜ ਵਿੱਚ ਊਚ-ਨੀਚ ਅਤੇ ਵਹਿਮਾਂ-ਭਰਮਾਂ ਦਾ ਬੋਲਬਾਲਾ ਸੀ। bbox=[737, 169, 949, 206]
paragraph: ਅੰਤ ਵਿੱਚ ਪ੍ਰਬੰਧਕਾਂ ਵੱਲੋਂ ਆਏ ਹੋਏ ਮਹਿਮਾਨਾਂ ਦਾ ਧੰਨਵਾਦ ਕੀਤਾ ਗਿਆ ਅਤੇ ਸਰਬੱਤ ਦੇ ਭਲੇ ਲਈ ਅਰਦਾਸ ਕੀਤੀ ਗਈ। bbox=[737, 138, 949, 162]
story-desh-bhagat bbox=[290, 1266, 949, 1569]
dateline: ਸੰਗਰੂਰ, 5 ਨਵੰਬਰ (ਗੁਰਮੀਤ ਸਿੰਘ ਸੱਗੂ) : bbox=[959, 1566, 1095, 1577]
dateline: ਸੰਗਰੂਰ, 5 ਨਵੰਬਰ (ਗੁਰਮੀਤ ਸਿੰਘ ਸੱਗੂ) : bbox=[71, 1117, 207, 1128]
paragraph: ਬੁਲਾਰਿਆਂ ਨੇ ਕਿਹਾ ਕਿ ਪਟੇਲ ਨੇ ਦੇਸ਼ ਨੂੰ ਇੱਕ ਸੂਤਰ ਵਿੱਚ ਪਰੋਣ ਦਾ ਇਤਿਹਾਸਕ ਕੰਮ ਕੀਤਾ। bbox=[1186, 1334, 1404, 1358]
paragraph: ਪ੍ਰਬੰਧਕਾਂ ਨੇ ਦੱਸਿਆ ਕਿ 07 ਨਵੰਬਰ ਤੋਂ 09 ਨਵੰਬਰ ਤੱਕ ਹਰ ਰੋਜ਼ ਸ਼ਾਮ ਨੂੰ ਵਿਸ਼ੇਸ਼ ਸਮਾਗਮ ਹੋਵੇਗਾ। bbox=[149, 829, 281, 867]
lead-headline: ਸ੍ਰੀ ਗੁਰੂ ਨਾਨਕ ਦੇਵ ਜੀ ਦੀਆਂ ਸਿੱਖਿਆਵਾਂ ਮਨੁੱਖਤਾ ਲਈ ਪ੍ਰੇਰਨਾ ਸਰੋਤ : ਡਾ. ਗੁਰਿੰਦਰਜੀਤ ਸਿੰਘ bbox=[150, 82, 870, 105]
paragraph: ਠੇਕਾ ਅਧਾਰਿਤ ਮੁਲਾਜ਼ਮਾਂ ਵੱਲੋਂ ਆਪਣੀਆਂ ਮੰਗਾਂ ਨੂੰ ਲੈ ਕੇ ਲੰਮੇ ਸਮੇਂ ਤੋਂ ਸੰਘਰਸ਼ ਕੀਤਾ ਜਾ ਰਿਹਾ ਹੈ। bbox=[290, 611, 505, 636]
dav-photo bbox=[959, 529, 1408, 679]
paragraph: ਪ੍ਰਿੰਸੀਪਲ ਨੇ ਕਿਹਾ ਕਿ ਗੁਰੂ ਸਾਹਿਬ ਨੇ ਸਮੁੱਚੀ ਮਨੁੱਖਤਾ ਨੂੰ ਇੱਕ ਪਿਤਾ ਦੀ ਸੰਤਾਨ ਦੱਸਿਆ ਸੀ। bbox=[959, 774, 1177, 798]
dateline: ਸੁਨਾਮ ਊਧਮ ਸਿੰਘ ਵਾਲਾ, 5 ਨਵੰਬਰ (ਅਵਿਨਾਸ਼ ਸ਼ਰਮਾ) : bbox=[514, 420, 701, 431]
paragraph: ਸ਼ਹਿਰ ਦੀਆਂ ਸੰਗਤਾਂ ਨੇ ਫੁੱਲਾਂ ਦੀ ਵਰਖਾ ਕਰਕੇ ਸ੍ਰੀ ਗੁਰੂ ਗ੍ਰੰਥ ਸਾਹਿਬ ਜੀ ਦੀ ਪਾਲਕੀ ਦਾ ਸਵਾਗਤ ਕੀਤਾ। bbox=[737, 991, 950, 1015]
paragraph: ਕਾਲਜ ਵਿੱਚ ਸ੍ਰੀ ਗੁਰੂ ਤੇਗ ਬਹਾਦਰ ਜੀ ਦੇ 350ਵੇਂ ਸ਼ਹੀਦੀ ਦਿਹਾੜੇ ਨੂੰ ਸਮਰਪਿਤ ਸੈਮੀਨਾਰ ਕਰਵਾਇਆ ਗਿਆ। bbox=[737, 1332, 950, 1357]
row-two bbox=[71, 386, 949, 659]
row-three bbox=[71, 669, 949, 946]
